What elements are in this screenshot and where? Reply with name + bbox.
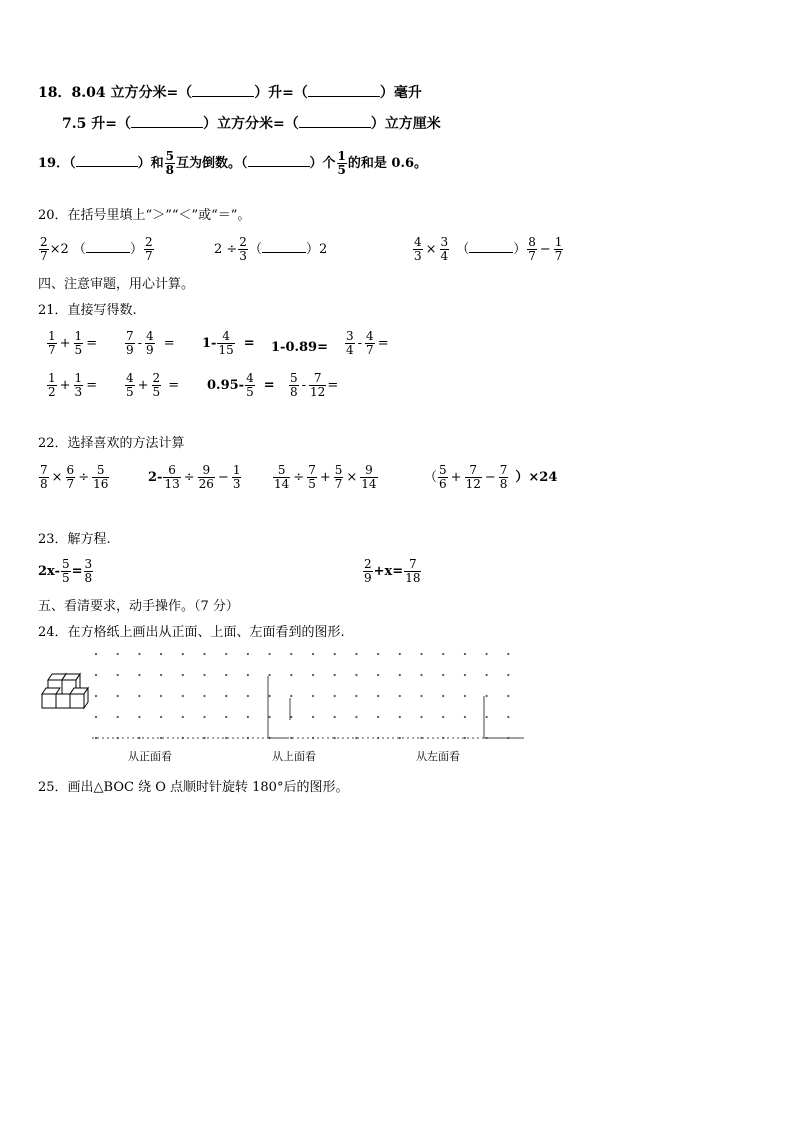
grid-dot [486, 653, 488, 655]
caption-front-view: 从正面看 [128, 750, 172, 763]
q20-expr-2: 2 ÷ $\frac{2}{3}$ （ ）2 [214, 235, 328, 263]
q22-d: （ $\frac{5}{6}$ + $\frac{7}{12}$ − $\frac{7}{8}$ ）×24 [424, 463, 558, 491]
grid-dot [117, 674, 119, 676]
grid-dot [290, 674, 292, 676]
q25-title: 25．画出△BOC 绕 O 点顺时针旋转 180°后的图形。 [38, 780, 349, 795]
grid-dot [420, 695, 422, 697]
answer-blank[interactable] [299, 115, 371, 128]
grid-dot [312, 695, 314, 697]
grid-dot [95, 653, 97, 655]
grid-dot [138, 716, 140, 718]
grid-dot [420, 716, 422, 718]
grid-dot [464, 653, 466, 655]
grid-dot [203, 695, 205, 697]
grid-dot [334, 653, 336, 655]
q21-d: 1-0.89= [271, 340, 328, 355]
q21-e: $\frac{3}{4}$ - $\frac{4}{7}$ = [346, 329, 389, 357]
caption-left-view: 从左面看 [416, 750, 460, 763]
grid-dot [138, 674, 140, 676]
grid-dot [160, 716, 162, 718]
fraction: $\frac{4}{3}$ [414, 235, 422, 263]
grid-dot [312, 674, 314, 676]
grid-dot [464, 674, 466, 676]
grid-dot [138, 695, 140, 697]
grid-dot [138, 653, 140, 655]
q20-expr-1: $\frac{2}{7}$ ×2 （ ） $\frac{2}{7}$ [40, 235, 153, 263]
grid-dot [160, 695, 162, 697]
grid-dot [399, 695, 401, 697]
grid-dot [507, 653, 509, 655]
grid-dot [464, 716, 466, 718]
q19: 19．（ ）和 $\frac{5}{8}$ 互为倒数。（ ）个 $\frac{1}{5}$ 的和是 0.6。 [38, 149, 428, 177]
grid-dot [442, 674, 444, 676]
grid-dot [247, 674, 249, 676]
grid-dot [486, 674, 488, 676]
section-4-heading: 四、注意审题，用心计算。 [38, 277, 195, 292]
grid-dot [225, 737, 227, 739]
grid-dot [269, 716, 271, 718]
q22-a: $\frac{7}{8}$ × $\frac{6}{7}$ ÷ $\frac{5}{16}$ [40, 463, 109, 491]
fraction: $\frac{8}{7}$ [528, 235, 536, 263]
answer-blank[interactable] [131, 115, 203, 128]
q24-title: 24．在方格纸上画出从正面、上面、左面看到的图形. [38, 625, 345, 640]
grid-dot [225, 674, 227, 676]
grid-dot [334, 695, 336, 697]
grid-dot [117, 695, 119, 697]
answer-blank[interactable] [76, 154, 138, 167]
grid-dot [399, 716, 401, 718]
caption-top-view: 从上面看 [272, 750, 316, 763]
grid-dot [225, 716, 227, 718]
grid-dot [290, 653, 292, 655]
grid-dot [486, 695, 488, 697]
grid-dot [117, 653, 119, 655]
fraction: $\frac{2}{3}$ [239, 235, 247, 263]
grid-dot [95, 695, 97, 697]
q22-title: 22．选择喜欢的方法计算 [38, 436, 185, 451]
grid-dot [334, 674, 336, 676]
grid-dot [507, 716, 509, 718]
grid-dot [203, 653, 205, 655]
answer-blank[interactable] [262, 240, 306, 253]
dot-grid-paper[interactable] [92, 650, 530, 746]
grid-dot [203, 716, 205, 718]
grid-dot [442, 653, 444, 655]
q21-c: 1- $\frac{4}{15}$ = [202, 329, 255, 357]
grid-dot [182, 716, 184, 718]
grid-dot [377, 653, 379, 655]
grid-dot [203, 674, 205, 676]
q21-f: $\frac{1}{2}$ + $\frac{1}{3}$ = [48, 371, 98, 399]
grid-dot [399, 737, 401, 739]
grid-dot [377, 695, 379, 697]
grid-dot [182, 653, 184, 655]
q22-c: $\frac{5}{14}$ ÷ $\frac{7}{5}$ + $\frac{5}{7}$ × $\frac{9}{14}$ [274, 463, 377, 491]
grid-dot [247, 695, 249, 697]
grid-dot [95, 674, 97, 676]
grid-dot [420, 674, 422, 676]
section-5-heading: 五、看清要求，动手操作。（7 分） [38, 599, 239, 614]
grid-dot [507, 695, 509, 697]
grid-dot [247, 716, 249, 718]
grid-dot [225, 695, 227, 697]
grid-dot [312, 653, 314, 655]
answer-blank[interactable] [248, 154, 310, 167]
grid-dot [182, 695, 184, 697]
fraction: $\frac{5}{8}$ [165, 149, 174, 177]
grid-dot [269, 674, 271, 676]
fraction: $\frac{2}{7}$ [144, 235, 153, 263]
q21-a: $\frac{1}{7}$ + $\frac{1}{5}$ = [48, 329, 98, 357]
fraction: $\frac{3}{4}$ [440, 235, 449, 263]
q22-b: 2- $\frac{6}{13}$ ÷ $\frac{9}{26}$ − $\frac{1}{3}$ [148, 463, 241, 491]
grid-dot [399, 674, 401, 676]
q18-line1: 18．8.04 立方分米=（ ）升=（ ）毫升 [38, 85, 422, 101]
grid-dot [334, 716, 336, 718]
grid-dot [442, 716, 444, 718]
grid-dot [95, 716, 97, 718]
grid-dot [464, 695, 466, 697]
q21-i: $\frac{5}{8}$ - $\frac{7}{12}$ = [290, 371, 339, 399]
grid-dot [377, 716, 379, 718]
grid-dot [464, 737, 466, 739]
grid-dot [269, 695, 271, 697]
q20-title: 20．在括号里填上“＞”“＜”或“＝”。 [38, 208, 251, 223]
grid-dot [507, 674, 509, 676]
grid-dot [355, 695, 357, 697]
grid-dot [355, 653, 357, 655]
answer-blank[interactable] [192, 84, 254, 97]
q23-b: $\frac{2}{9}$ +x= $\frac{7}{18}$ [364, 557, 421, 585]
grid-dot [182, 674, 184, 676]
answer-blank[interactable] [86, 240, 130, 253]
q21-g: $\frac{4}{5}$ + $\frac{2}{5}$ = [126, 371, 180, 399]
grid-dot [312, 716, 314, 718]
grid-dot [160, 653, 162, 655]
q21-h: 0.95- $\frac{4}{5}$ = [207, 371, 275, 399]
grid-dot [355, 674, 357, 676]
grid-dot [399, 653, 401, 655]
grid-dot [290, 716, 292, 718]
grid-dot [269, 653, 271, 655]
grid-dot [290, 695, 292, 697]
q20-expr-3: $\frac{4}{3}$ × $\frac{3}{4}$ （ ） $\frac{8}{7}$ − $\frac{1}{7}$ [414, 235, 563, 263]
grid-dot [442, 695, 444, 697]
q23-a: 2x- $\frac{5}{5}$ = $\frac{3}{8}$ [38, 557, 93, 585]
grid-dot [355, 716, 357, 718]
grid-dot [377, 674, 379, 676]
q23-title: 23．解方程. [38, 532, 111, 547]
grid-dot [247, 653, 249, 655]
grid-dot [420, 653, 422, 655]
grid-dot [160, 674, 162, 676]
q18-line2: 7.5 升=（ ）立方分米=（ ）立方厘米 [62, 116, 441, 132]
grid-dot [486, 716, 488, 718]
q21-title: 21．直接写得数. [38, 303, 137, 318]
fraction: $\frac{2}{7}$ [40, 235, 48, 263]
q21-b: $\frac{7}{9}$ - $\frac{4}{9}$ = [126, 329, 175, 357]
grid-dot [225, 653, 227, 655]
answer-blank[interactable] [308, 84, 380, 97]
fraction: $\frac{1}{7}$ [554, 235, 563, 263]
grid-dot [117, 716, 119, 718]
fraction: $\frac{1}{5}$ [337, 149, 346, 177]
grid-dot [160, 737, 162, 739]
grid-dot [95, 737, 97, 739]
answer-blank[interactable] [469, 240, 513, 253]
